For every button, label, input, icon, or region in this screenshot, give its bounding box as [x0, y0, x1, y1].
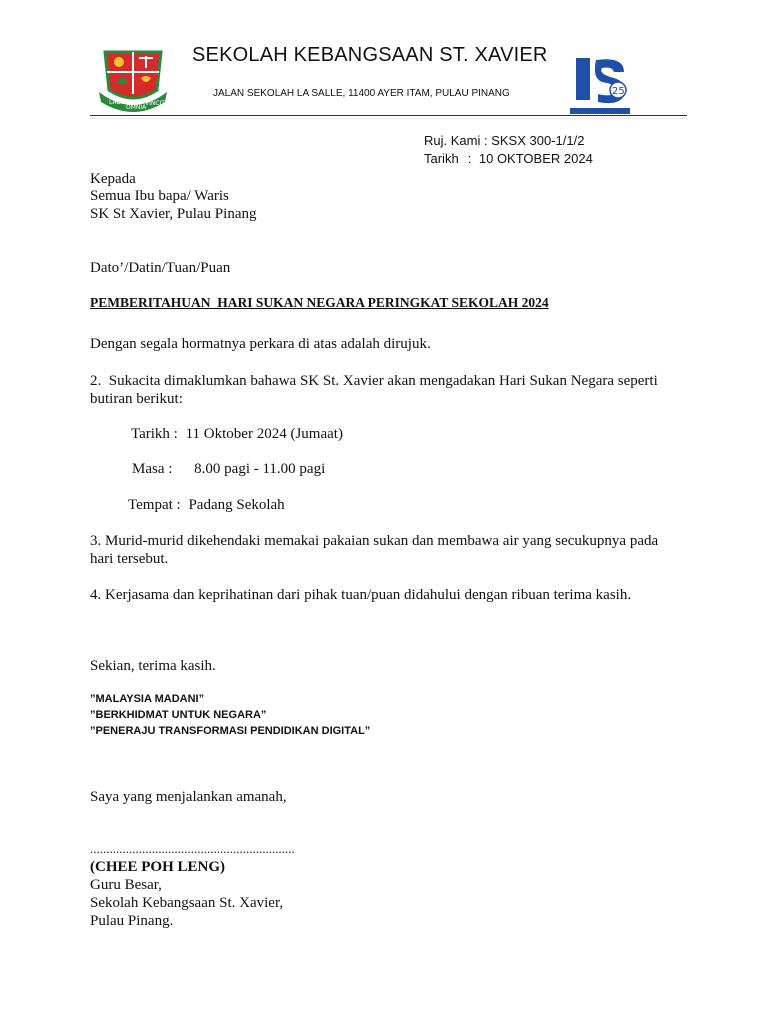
paragraph-1: Dengan segala hormatnya perkara di atas adalah dirujuk.: [90, 336, 431, 352]
closing: Sekian, terima kasih.: [90, 658, 216, 674]
paragraph-4: 4. Kerjasama dan keprihatinan dari pihak tuan/puan didahului dengan ribuan terima kasih.: [90, 587, 632, 603]
reference-number: [424, 133, 584, 148]
anniversary-badge-logo: [568, 50, 632, 116]
date-label: Tarikh: [424, 151, 459, 166]
detail-date-value: 11 Oktober 2024 (Jumaat): [185, 426, 343, 442]
detail-place-label: Tempat :: [128, 497, 181, 513]
detail-date-label: Tarikh :: [131, 426, 178, 442]
reference-label: Ruj. Kami :: [424, 133, 488, 148]
recipient-line-1: Semua Ibu bapa/ Waris: [90, 188, 229, 204]
signatory-school: Sekolah Kebangsaan St. Xavier,: [90, 895, 284, 911]
detail-place-value: Padang Sekolah: [188, 497, 285, 513]
reference-value: SKSX 300-1/1/2: [491, 133, 585, 148]
recipient-to: Kepada: [90, 171, 136, 187]
recipient-line-2: SK St Xavier, Pulau Pinang: [90, 206, 257, 222]
reference-date: [424, 151, 593, 166]
header-divider-faint: [90, 118, 687, 119]
badge-number: 25: [612, 86, 625, 97]
signatory-name: (CHEE POH LENG): [90, 859, 226, 875]
header-divider: [90, 115, 687, 116]
paragraph-3: 3. Murid-murid dikehendaki memakai pakaian sukan dan membawa air yang secukupnya pada hari tersebut.: [90, 533, 659, 567]
signatory-title: Guru Besar,: [90, 877, 162, 893]
date-separator: :: [467, 151, 472, 166]
signature-line: ...............................................................: [90, 841, 295, 856]
crest-motto-3: VINCIT: [145, 100, 165, 107]
salutation: Dato’/Datin/Tuan/Puan: [90, 260, 231, 276]
motto-3: ”PENERAJU TRANSFORMASI PENDIDIKAN DIGITAL”: [90, 725, 371, 737]
school-name: SEKOLAH KEBANGSAAN ST. XAVIER: [192, 44, 548, 66]
detail-date: [131, 425, 343, 443]
signatory-place: Pulau Pinang.: [90, 913, 174, 929]
paragraph-2: 2. Sukacita dimaklumkan bahawa SK St. Xavier akan mengadakan Hari Sukan Negara seperti butiran berikut:: [90, 373, 662, 407]
motto-1: ”MALAYSIA MADANI”: [90, 693, 205, 705]
date-value: 10 OKTOBER 2024: [478, 151, 593, 166]
school-crest-logo: [95, 46, 171, 114]
crest-motto-2: OMNIA: [126, 104, 147, 111]
detail-place: [128, 496, 285, 514]
signature-intro: Saya yang menjalankan amanah,: [90, 789, 287, 805]
motto-2: ”BERKHIDMAT UNTUK NEGARA”: [90, 709, 267, 721]
letter-subject: PEMBERITAHUAN HARI SUKAN NEGARA PERINGKAT SEKOLAH 2024: [90, 295, 549, 310]
detail-time-label: Masa :: [132, 461, 173, 477]
detail-time: [132, 460, 325, 478]
crest-motto-1: LABOR: [109, 99, 130, 106]
school-address: JALAN SEKOLAH LA SALLE, 11400 AYER ITAM, PULAU PINANG: [213, 88, 510, 99]
detail-time-value: 8.00 pagi - 11.00 pagi: [194, 461, 326, 477]
